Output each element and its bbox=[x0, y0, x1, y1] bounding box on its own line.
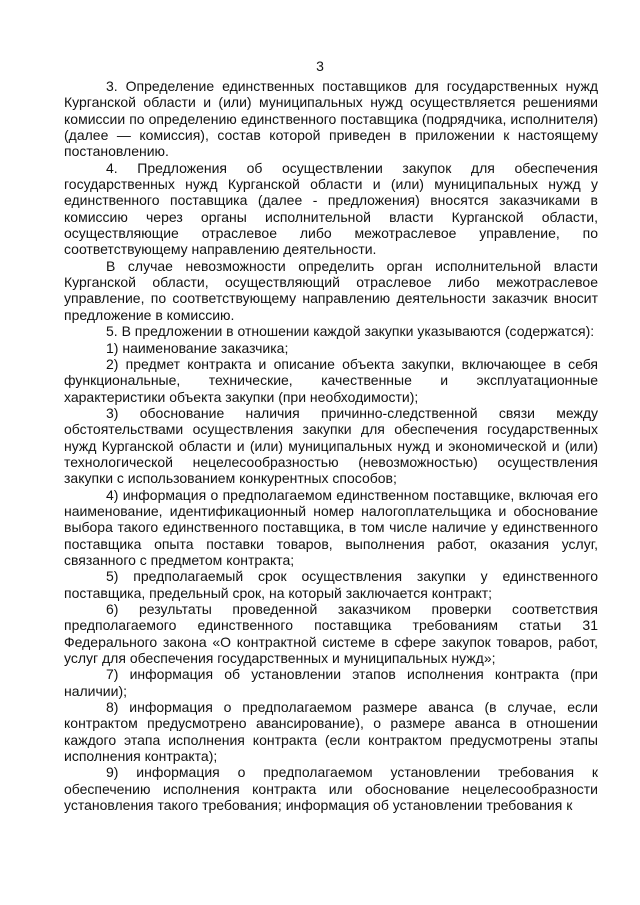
list-item-4: 4) информация о предполагаемом единственном поставщике, включая его наименование, идентификационный номер налогоплательщика и обоснование выбора такого единственного поставщика, в том числе наличие у единственного поставщика опыта поставки товаров, выполнения работ, оказания услуг, связанного с предметом контракта; bbox=[64, 486, 598, 568]
list-item-8: 8) информация о предполагаемом размере аванса (в случае, если контрактом предусмотрено авансирование), о размере аванса в отношении каждого этапа исполнения контракта (если контрактом предусмотрены этапы исполнения контракта); bbox=[64, 699, 598, 765]
paragraph-clause-4-note: В случае невозможности определить орган исполнительной власти Курганской области, осуществляющий отраслевое либо межотраслевое управление, по соответствующему направлению деятельности заказчик вносит предложение в комиссию. bbox=[64, 257, 598, 323]
paragraph-clause-3: 3. Определение единственных поставщиков для государственных нужд Курганской области и (или) муниципальных нужд осуществляется решениями комиссии по определению единственного поставщика (подрядчика, исполнителя) (далее — комиссия), состав которой приведен в приложении к настоящему постановлению. bbox=[64, 78, 598, 160]
document-body bbox=[64, 78, 598, 813]
list-item-9: 9) информация о предполагаемом установлении требования к обеспечению исполнения контракта или обоснование нецелесообразности установления такого требования; информация об установлении требования к bbox=[64, 764, 598, 814]
list-item-1: 1) наименование заказчика; bbox=[106, 339, 289, 356]
paragraph-clause-5: 5. В предложении в отношении каждой закупки указываются (содержатся): bbox=[106, 323, 595, 340]
list-item-3: 3) обоснование наличия причинно-следственной связи между обстоятельствами осуществления закупки для обеспечения государственных нужд Курганской области и (или) муниципальных нужд и экономической и (или) технологической нецелесообразностью (невозможностью) осуществления закупки с использованием конкурентных способов; bbox=[64, 404, 598, 487]
list-item-7: 7) информация об установлении этапов исполнения контракта (при наличии); bbox=[64, 666, 598, 699]
paragraph-clause-4: 4. Предложения об осуществлении закупок для обеспечения государственных нужд Курганской области и (или) муниципальных нужд у единственного поставщика (далее - предложения) вносятся заказчиками в комиссию через органы исполнительной власти Курганской области, осуществляющие отраслевое либо межотраслевое управление, по соответствующему направлению деятельности. bbox=[64, 159, 598, 258]
list-item-6: 6) результаты проведенной заказчиком проверки соответствия предполагаемого единственного поставщика требованиям статьи 31 Федерального закона «О контрактной системе в сфере закупок товаров, работ, услуг для обеспечения государственных и муниципальных нужд»; bbox=[64, 601, 598, 667]
list-item-5: 5) предполагаемый срок осуществления закупки у единственного поставщика, предельный срок, на который заключается контракт; bbox=[64, 568, 598, 601]
list-item-2: 2) предмет контракта и описание объекта закупки, включающее в себя функциональные, технические, качественные и эксплуатационные характеристики объекта закупки (при необходимости); bbox=[64, 355, 598, 405]
page-number: 3 bbox=[316, 58, 324, 74]
